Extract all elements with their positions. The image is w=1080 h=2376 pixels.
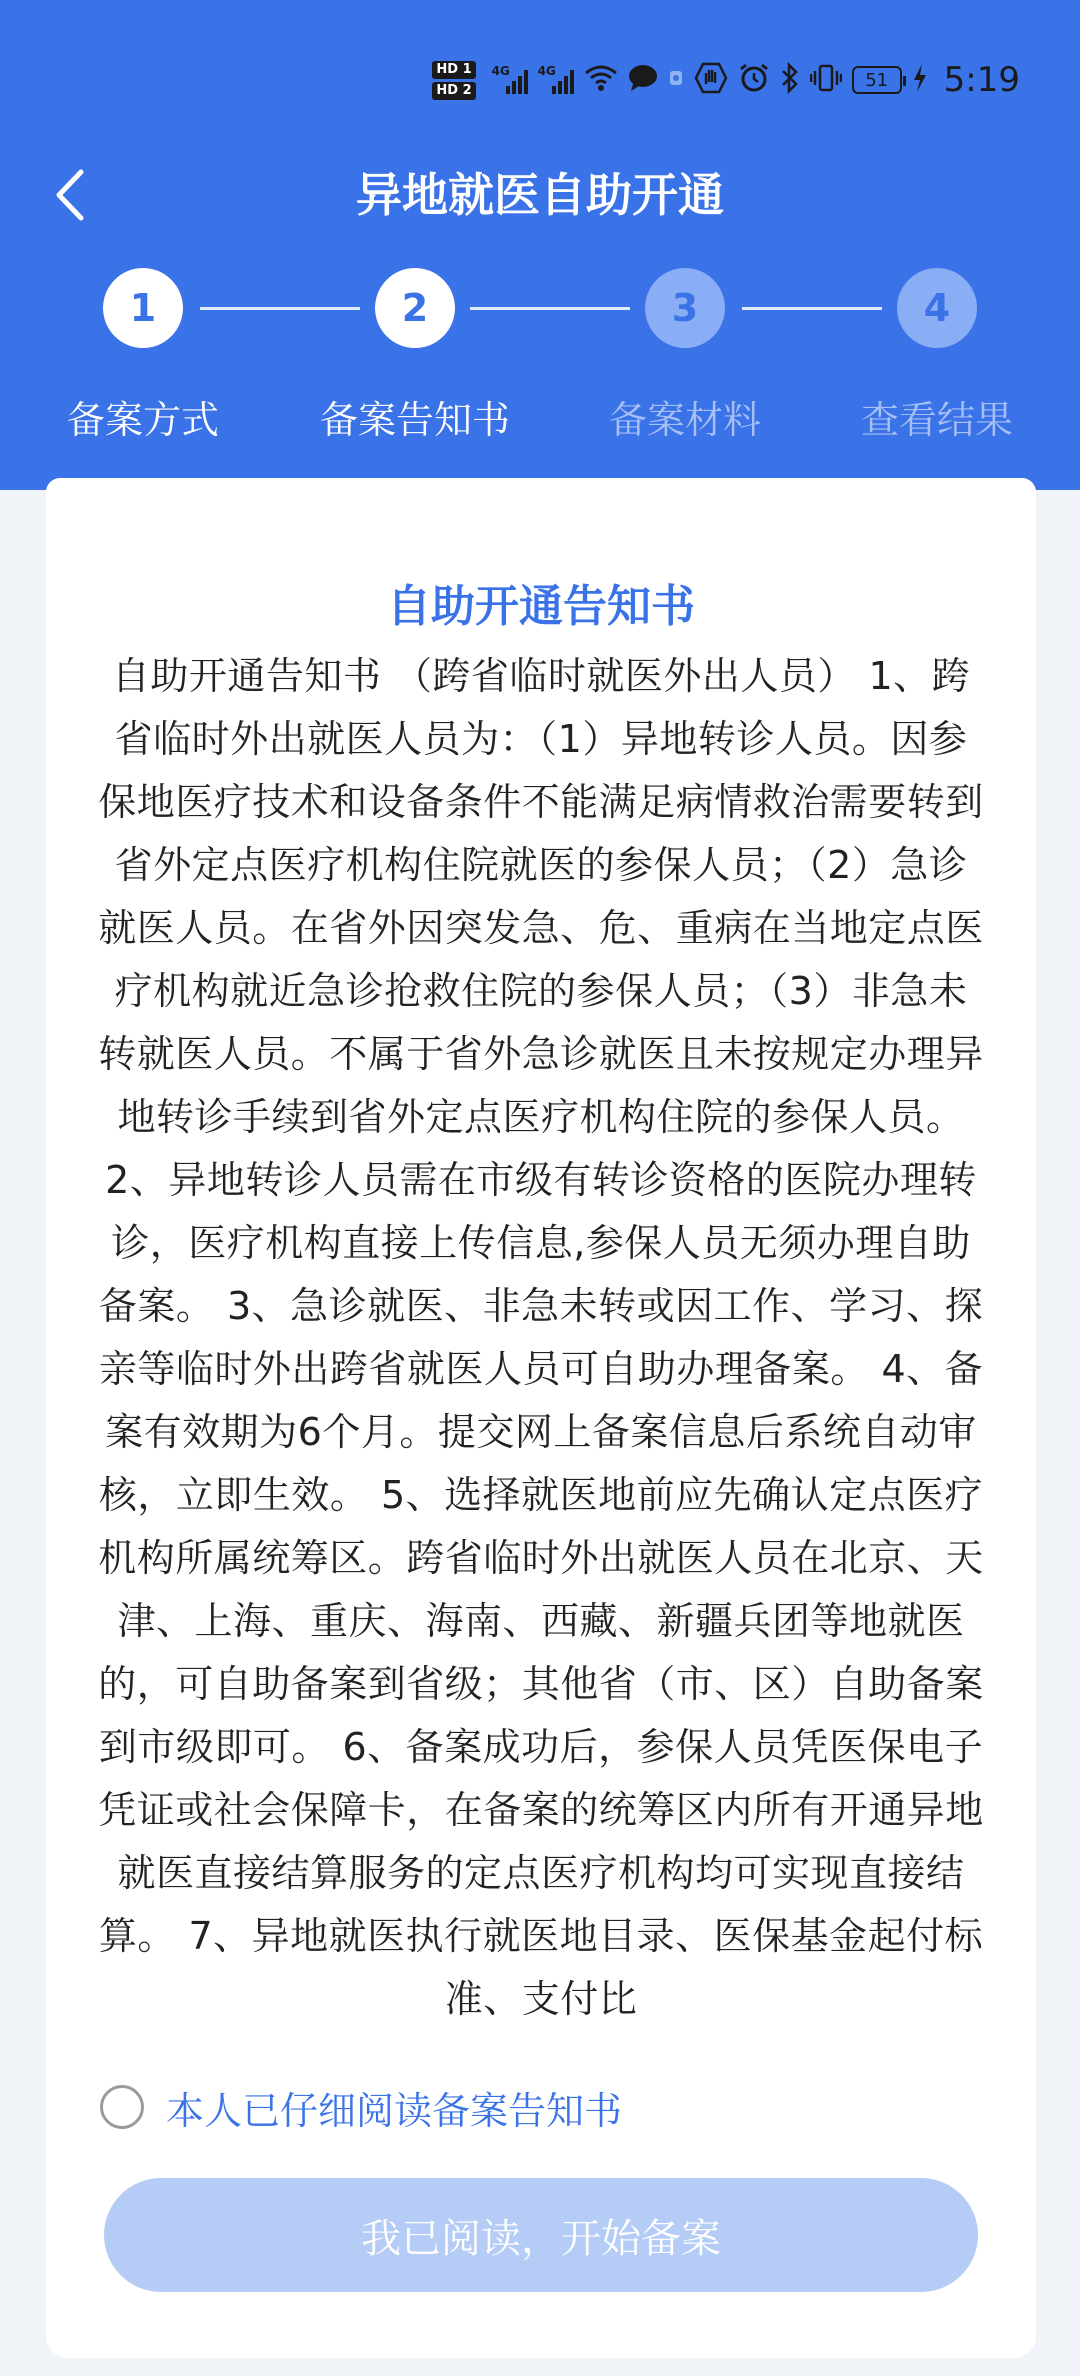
step-connector-2 [470, 307, 630, 310]
progress-stepper [0, 268, 1080, 350]
wifi-icon [584, 64, 618, 97]
battery-icon: 51 [852, 66, 902, 94]
back-button[interactable] [40, 162, 100, 228]
signal-1-icon [492, 66, 528, 94]
notice-title: 自助开通告知书 [387, 581, 695, 632]
hd-indicators [432, 61, 475, 100]
step-2-circle: 2 [375, 268, 455, 348]
agreement-radio[interactable] [100, 2085, 144, 2129]
step-1-label: 备案方式 [66, 398, 219, 442]
clock-time: 5:19 [943, 60, 1020, 100]
page-title: 异地就医自助开通 [356, 168, 724, 222]
network-type-1: 4G [491, 64, 510, 78]
step-connector-3 [742, 307, 882, 310]
agreement-checkbox-row[interactable] [100, 2082, 622, 2132]
step-1-circle: 1 [103, 268, 183, 348]
step-3-circle: 3 [645, 268, 725, 348]
step-labels [0, 390, 1080, 450]
network-type-2: 4G [537, 64, 556, 78]
hand-icon [694, 62, 728, 99]
status-icons [432, 48, 1020, 112]
vibrate-icon [810, 63, 842, 98]
app-icon [668, 67, 684, 94]
status-bar [0, 48, 1080, 112]
notice-body-text: 自助开通告知书 （跨省临时就医外出人员） 1、跨省临时外出就医人员为：（1）异地转诊人员。因参保地医疗技术和设备条件不能满足病情救治需要转到省外定点医疗机构住院就医的参保人员；（2）急诊就医人员。在省外因突发急、危、重病在当地定点医疗机构就近急诊抢救住院的参保人员；（3）非急未转就医人员。不属于省外急诊就医且未按规定办理异地转诊手续到省外定点医疗机构住院的参保人员。 2、异地转诊人员需在市级有转诊资格的医院办理转诊，医疗机构直接上传信息,参保人员无须办理自助备案。 3、急诊就医、非急未转或因工作、学习、探亲等临时外出跨省就医人员可自助办理备案。 4、备案有效期为6个月。提交网上备案信息后系统自动审核，立即生效。 5、选择就医地前应先确认定点医疗机构所属统筹区。跨省临时外出就医人员在北京、天津、上海、重庆、海南、西藏、新疆兵团等地就医的，可自助备案到省级；其他省（市、区）自助备案到市级即可。 6、备案成功后，参保人员凭医保电子凭证或社会保障卡，在备案的统筹区内所有开通异地就医直接结算服务的定点医疗机构均可实现直接结算。 7、异地就医执行就医地目录、医保基金起付标准、支付比 [98, 654, 984, 2021]
bluetooth-icon [780, 62, 800, 99]
step-connector-1 [200, 307, 360, 310]
step-4-label: 查看结果 [860, 398, 1013, 442]
step-2-label: 备案告知书 [319, 398, 510, 442]
message-icon [628, 64, 658, 97]
alarm-icon [738, 62, 770, 99]
hd2-badge: HD 2 [432, 82, 475, 100]
start-filing-button[interactable]: 我已阅读，开始备案 [104, 2178, 978, 2292]
step-4-circle: 4 [897, 268, 977, 348]
chevron-left-icon [53, 168, 87, 222]
charging-icon [912, 63, 928, 98]
step-3-label: 备案材料 [608, 398, 761, 442]
agreement-label[interactable]: 本人已仔细阅读备案告知书 [166, 2088, 623, 2133]
nav-bar [0, 150, 1080, 240]
signal-2-icon [538, 66, 574, 94]
notice-scroll-area[interactable] [96, 645, 986, 2065]
hd1-badge: HD 1 [432, 61, 475, 79]
notice-card [46, 490, 1036, 2358]
app-header [0, 0, 1080, 490]
